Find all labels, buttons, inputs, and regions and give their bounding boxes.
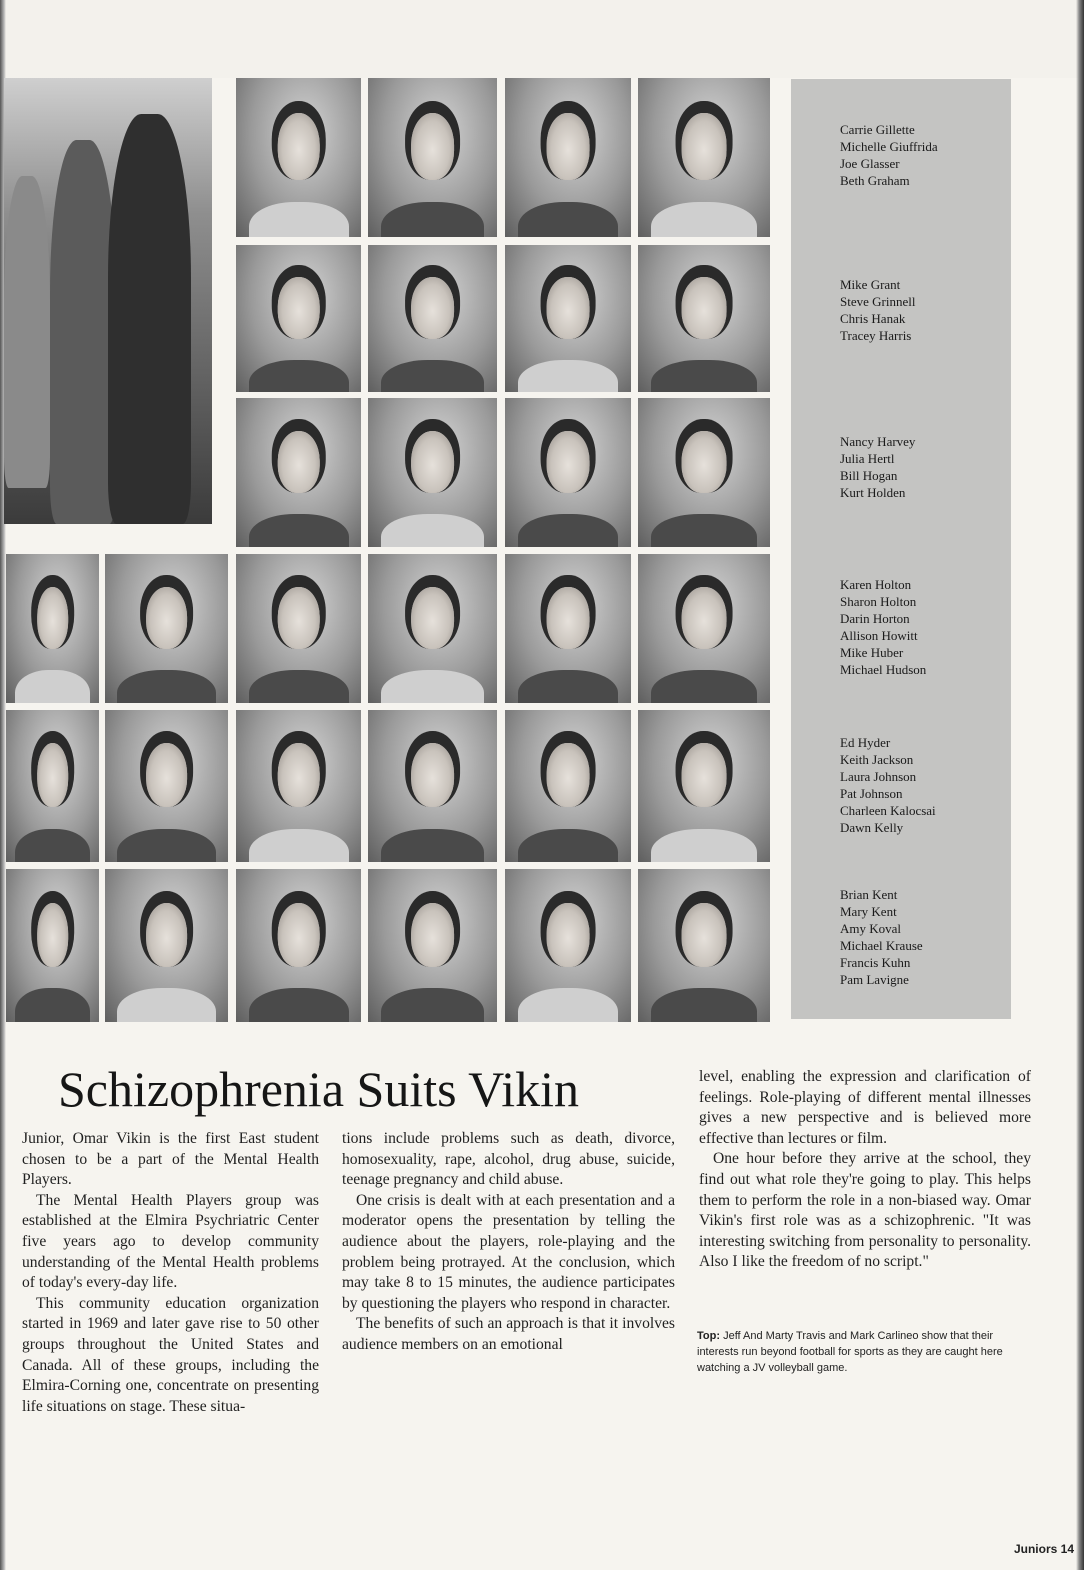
photo-caption [697, 1328, 1029, 1376]
student-portrait [505, 710, 631, 862]
article-column-2 [342, 1129, 675, 1356]
student-portrait [105, 554, 228, 703]
page-right-edge [1076, 0, 1084, 1570]
article-headline: Schizophrenia Suits Vikin [58, 1061, 580, 1117]
student-portrait [638, 554, 770, 703]
student-name: Pat Johnson [840, 786, 903, 801]
name-group-row-3 [840, 433, 915, 501]
col2-paragraph-2: One crisis is dealt with at each presentation and a moderator opens the presentation by telling the audience about the players, role-playing and the problem being protrayed. At the conclusion, which may take 8 to 15 minutes, the audience participates by questioning the players who respond in character. [342, 1191, 675, 1312]
student-portrait [6, 710, 99, 862]
student-portrait [505, 554, 631, 703]
student-name: Darin Horton [840, 611, 910, 626]
caption-lead: Top: [697, 1330, 721, 1342]
student-portrait [368, 710, 497, 862]
student-name: Francis Kuhn [840, 955, 911, 970]
student-name: Julia Hertl [840, 451, 895, 466]
student-name: Mike Huber [840, 645, 904, 660]
student-name: Mike Grant [840, 277, 901, 292]
student-name: Chris Hanak [840, 311, 906, 326]
student-portrait [6, 869, 99, 1022]
student-name: Steve Grinnell [840, 294, 916, 309]
name-group-row-2 [840, 276, 915, 344]
student-portrait [505, 245, 631, 392]
col1-paragraph-1: Junior, Omar Vikin is the first East student chosen to be a part of the Mental Health Players. [22, 1130, 319, 1189]
student-name: Mary Kent [840, 904, 897, 919]
student-name: Carrie Gillette [840, 122, 915, 137]
caption-text: Jeff And Marty Travis and Mark Carlineo show that their interests run beyond football for sports as they are caught here watching a JV volleyball game. [697, 1330, 1003, 1374]
col2-paragraph-3: The benefits of such an approach is that it involves audience members on an emotional [342, 1315, 675, 1353]
name-group-row-4 [840, 576, 926, 678]
article-column-1 [22, 1129, 319, 1417]
student-portrait [638, 78, 770, 237]
student-portrait [505, 869, 631, 1022]
student-portrait [368, 78, 497, 237]
student-portrait [105, 869, 228, 1022]
student-name: Beth Graham [840, 173, 910, 188]
student-portrait [236, 869, 361, 1022]
student-name: Sharon Holton [840, 594, 917, 609]
student-name: Dawn Kelly [840, 820, 904, 835]
name-group-row-1 [840, 121, 938, 189]
student-portrait [236, 710, 361, 862]
page-folio: Juniors 14 [1013, 1542, 1074, 1556]
student-portrait [236, 398, 361, 547]
student-name: Michael Krause [840, 938, 923, 953]
student-name: Brian Kent [840, 887, 898, 902]
name-group-row-5 [840, 734, 936, 836]
student-portrait [368, 398, 497, 547]
student-portrait [638, 710, 770, 862]
student-portrait [236, 78, 361, 237]
student-portrait [368, 869, 497, 1022]
student-portrait [505, 78, 631, 237]
student-name: Michelle Giuffrida [840, 139, 938, 154]
student-name: Laura Johnson [840, 769, 917, 784]
student-portrait [368, 554, 497, 703]
student-portrait [105, 710, 228, 862]
student-name: Ed Hyder [840, 735, 891, 750]
student-name: Keith Jackson [840, 752, 914, 767]
article-column-3 [699, 1067, 1031, 1273]
student-name: Kurt Holden [840, 485, 906, 500]
candid-photo [4, 78, 212, 524]
student-name: Tracey Harris [840, 328, 912, 343]
name-column [791, 79, 1011, 1019]
col3-paragraph-2: One hour before they arrive at the school, they find out what role they're going to play. This helps them to perform the role in a non-biased way. Omar Vikin's first role was as a schizophrenic. "It was interesting switching from personality to personality. Also I like the freedom of no script." [699, 1150, 1031, 1271]
student-name: Michael Hudson [840, 662, 927, 677]
student-name: Bill Hogan [840, 468, 898, 483]
student-name: Karen Holton [840, 577, 912, 592]
col1-paragraph-3: This community education organization started in 1969 and later gave rise to 50 other groups throughout the United States and Canada. All of these groups, including the Elmira-Corning one, concentrate on presenting life situations on stage. These situa- [22, 1294, 319, 1415]
student-portrait [236, 554, 361, 703]
col2-paragraph-1: tions include problems such as death, divorce, homosexuality, rape, alcohol, drug abuse, suicide, teenage pregnancy and child abuse. [342, 1130, 675, 1189]
page-top-margin [0, 0, 1084, 78]
col1-paragraph-2: The Mental Health Players group was established at the Elmira Psychriatric Center five years ago to develop community understanding of the Mental Health problems of today's every-day life. [22, 1191, 319, 1292]
name-group-row-6 [840, 886, 923, 988]
student-portrait [6, 554, 99, 703]
student-name: Amy Koval [840, 921, 902, 936]
student-name: Charleen Kalocsai [840, 803, 936, 818]
student-portrait [638, 398, 770, 547]
student-portrait [638, 245, 770, 392]
student-portrait [236, 245, 361, 392]
col3-paragraph-1: level, enabling the expression and clarification of feelings. Role-playing of different mental illnesses gives a new perspective and is believed more effective than lectures or film. [699, 1068, 1031, 1147]
student-name: Pam Lavigne [840, 972, 909, 987]
student-portrait [505, 398, 631, 547]
student-portrait [638, 869, 770, 1022]
student-portrait [368, 245, 497, 392]
student-name: Nancy Harvey [840, 434, 916, 449]
student-name: Allison Howitt [840, 628, 918, 643]
student-name: Joe Glasser [840, 156, 900, 171]
